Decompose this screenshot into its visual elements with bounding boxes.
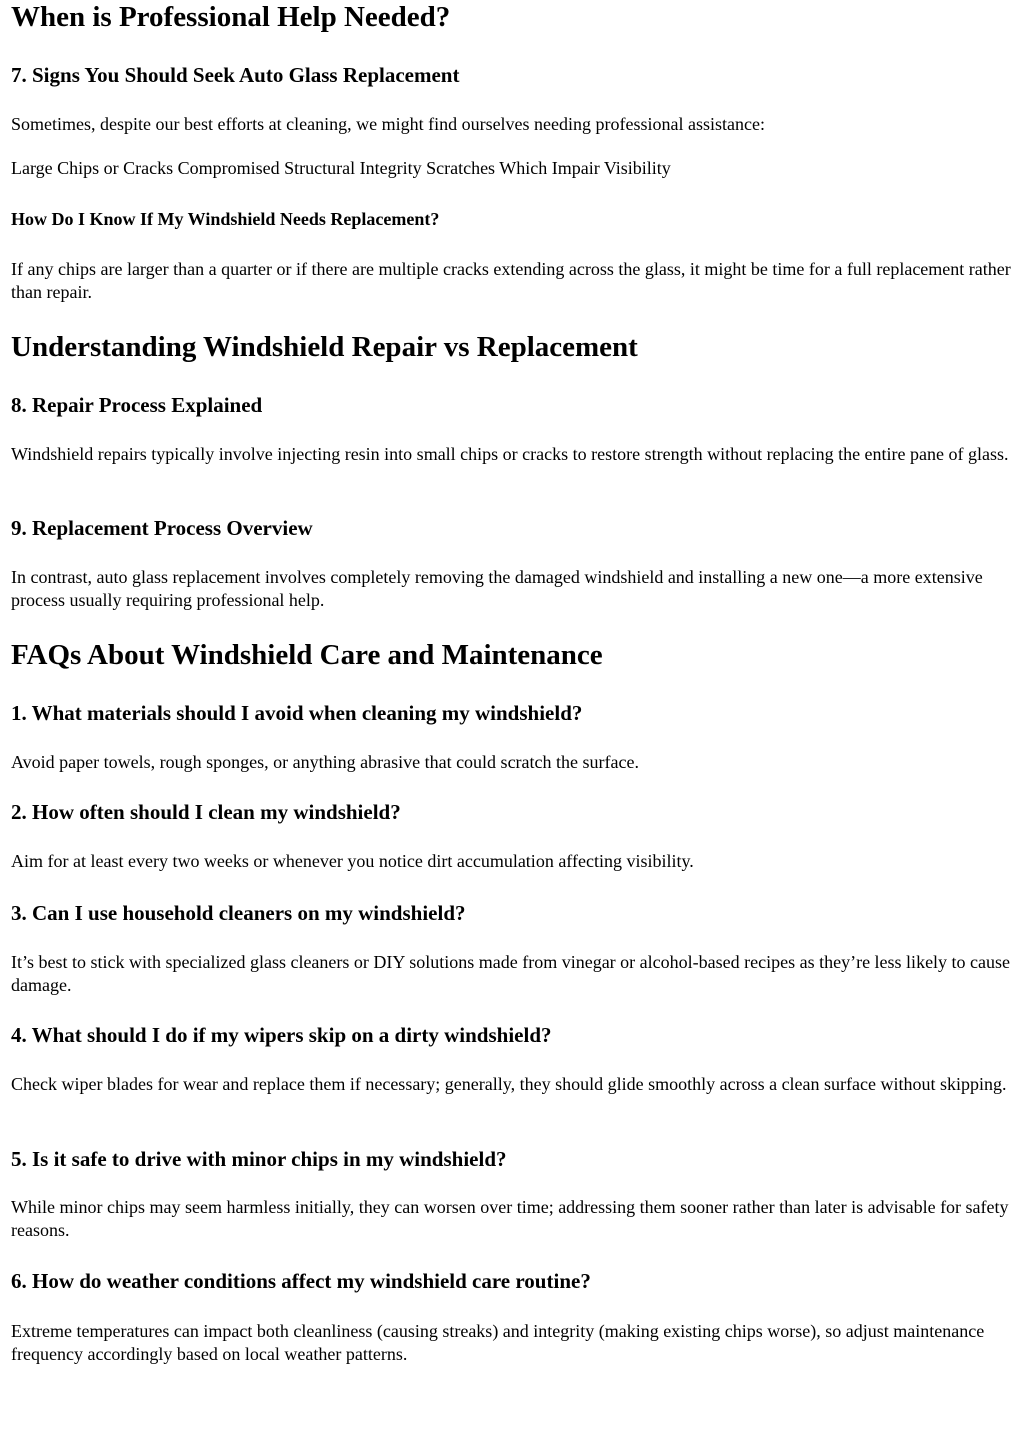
faq-answer-minor-chips: While minor chips may seem harmless initially, they can worsen over time; addressing them sooner rather than later is advisable for safety reasons. bbox=[11, 1197, 1009, 1240]
faq-answer-weather-conditions: Extreme temperatures can impact both cleanliness (causing streaks) and integrity (making existing chips worse), so adjust maintenance frequency accordingly based on local weather patterns. bbox=[11, 1321, 985, 1364]
faq-answer-household-cleaners: It’s best to stick with specialized glass cleaners or DIY solutions made from vinegar or alcohol-based recipes as they’re less likely to cause damage. bbox=[11, 952, 1011, 995]
paragraph-repair-process: Windshield repairs typically involve injecting resin into small chips or cracks to restore strength without replacing the entire pane of glass. bbox=[11, 444, 1009, 464]
faq-question-cleaning-frequency: 2. How often should I clean my windshield? bbox=[11, 800, 401, 824]
faq-answer-wipers-skip: Check wiper blades for wear and replace them if necessary; generally, they should glide smoothly across a clean surface without skipping. bbox=[11, 1074, 1007, 1094]
item-heading-repair-process: 8. Repair Process Explained bbox=[11, 393, 263, 417]
faq-question-weather-conditions: 6. How do weather conditions affect my windshield care routine? bbox=[11, 1269, 591, 1293]
paragraph-replacement-signs: Large Chips or Cracks Compromised Structural Integrity Scratches Which Impair Visibility bbox=[11, 158, 671, 178]
section-heading-faqs: FAQs About Windshield Care and Maintenance bbox=[11, 639, 603, 671]
section-heading-professional-help: When is Professional Help Needed? bbox=[11, 1, 451, 33]
faq-answer-materials: Avoid paper towels, rough sponges, or anything abrasive that could scratch the surface. bbox=[11, 752, 639, 772]
question-windshield-replacement: How Do I Know If My Windshield Needs Replacement? bbox=[11, 209, 440, 229]
paragraph-professional-assistance: Sometimes, despite our best efforts at cleaning, we might find ourselves needing professional assistance: bbox=[11, 114, 765, 134]
section-heading-repair-vs-replacement: Understanding Windshield Repair vs Replacement bbox=[11, 331, 638, 363]
faq-question-materials: 1. What materials should I avoid when cleaning my windshield? bbox=[11, 701, 583, 725]
item-heading-replacement-process: 9. Replacement Process Overview bbox=[11, 516, 313, 540]
paragraph-replacement-process: In contrast, auto glass replacement involves completely removing the damaged windshield and installing a new one—a more extensive process usually requiring professional help. bbox=[11, 567, 983, 610]
faq-question-minor-chips: 5. Is it safe to drive with minor chips in my windshield? bbox=[11, 1147, 507, 1171]
faq-question-household-cleaners: 3. Can I use household cleaners on my windshield? bbox=[11, 901, 466, 925]
answer-windshield-replacement: If any chips are larger than a quarter or if there are multiple cracks extending across the glass, it might be time for a full replacement rather than repair. bbox=[11, 259, 1011, 302]
subsection-heading-signs-replacement: 7. Signs You Should Seek Auto Glass Replacement bbox=[11, 63, 460, 87]
faq-answer-cleaning-frequency: Aim for at least every two weeks or whenever you notice dirt accumulation affecting visibility. bbox=[11, 851, 694, 871]
faq-question-wipers-skip: 4. What should I do if my wipers skip on a dirty windshield? bbox=[11, 1023, 552, 1047]
